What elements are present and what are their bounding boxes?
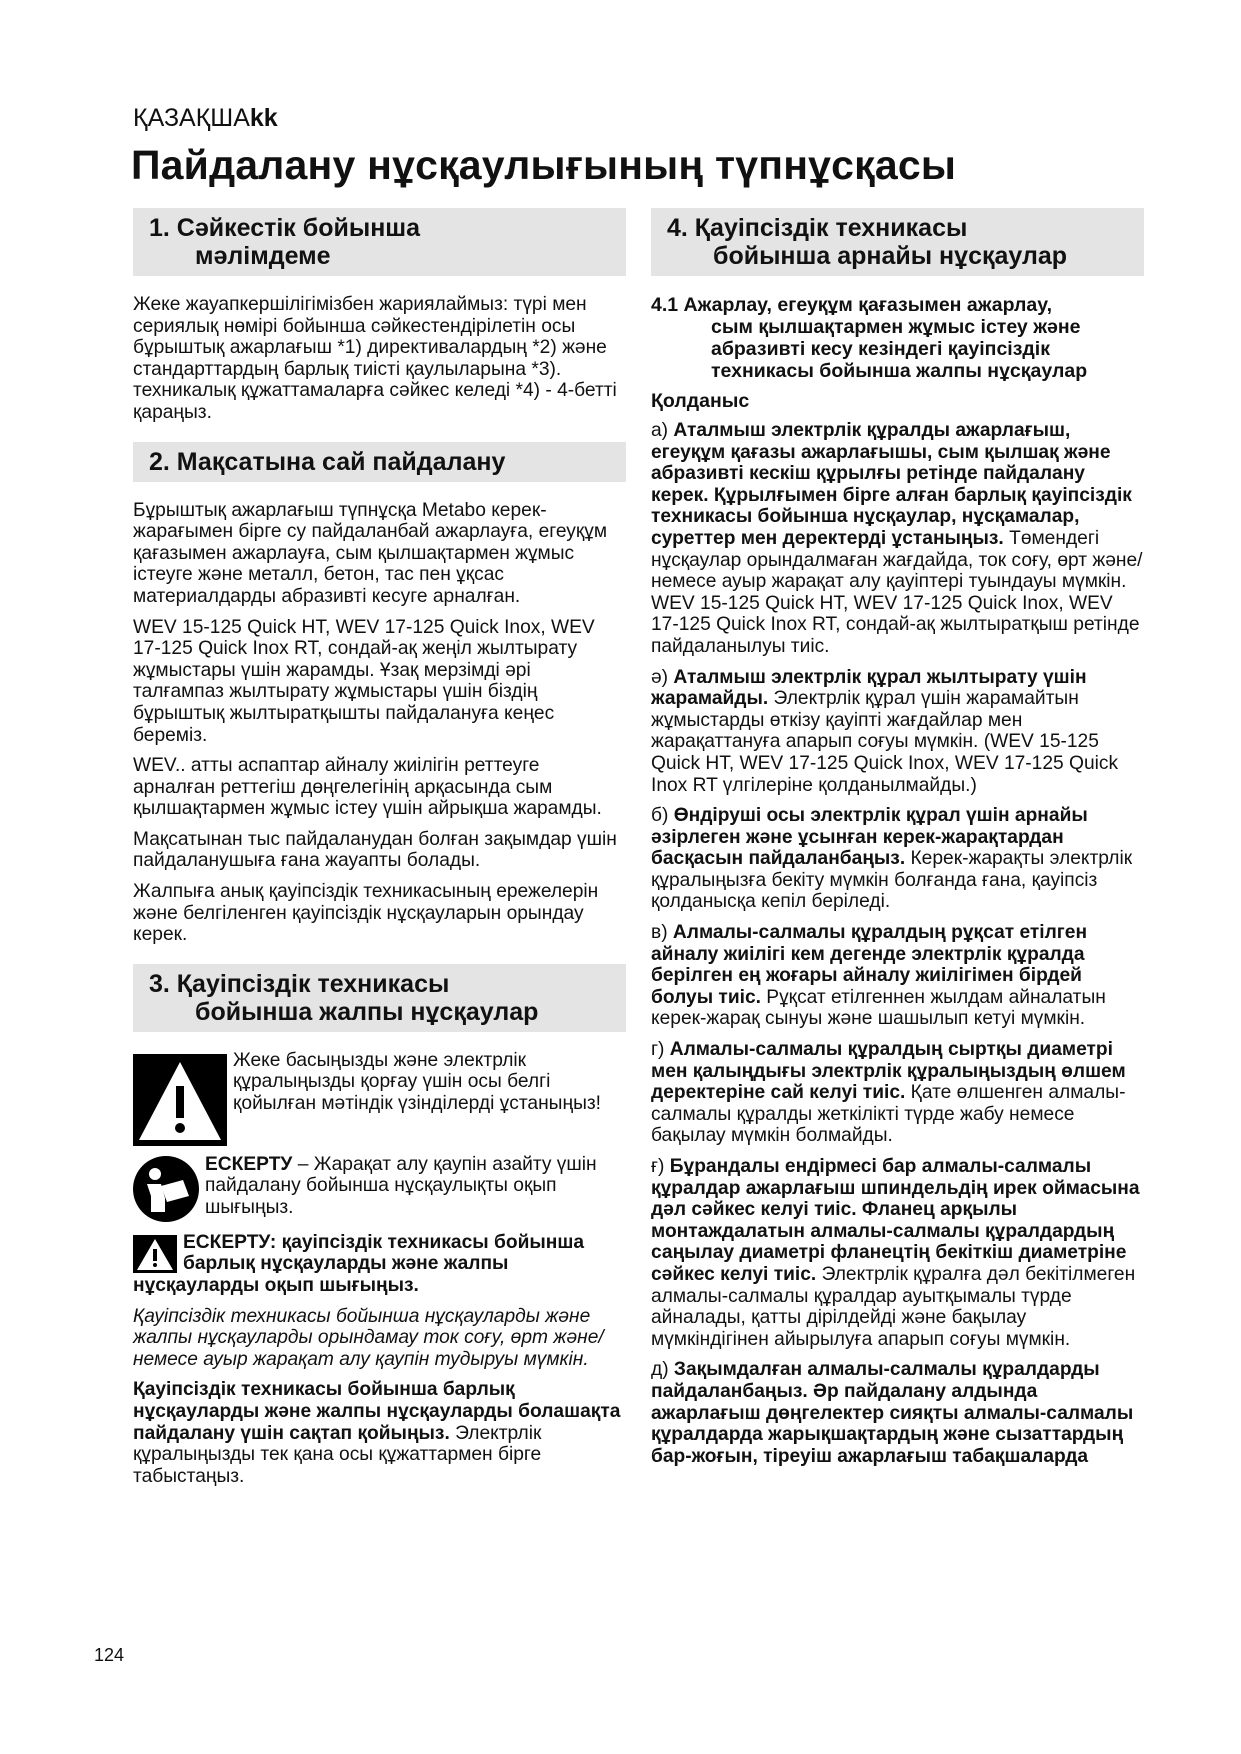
heading-line: 4. Қауіпсіздік техникасы xyxy=(667,214,968,242)
item-letter: в) xyxy=(651,922,673,944)
list-item xyxy=(651,420,1144,658)
item-text: Рұқсат етілгеннен жылдам айналатын керек-жарақ сынуы және шашылып кетуі мүмкін. xyxy=(651,986,1106,1030)
item-text: Керек-жарақты электрлік құралыңызға бекіту мүмкін болғанда ғана, қауіпсіз қолданысқа кепіл беріледі. xyxy=(651,848,1133,913)
heading-line: 3. Қауіпсіздік техникасы xyxy=(149,969,450,998)
item-letter: б) xyxy=(651,805,674,827)
list-item xyxy=(651,1039,1144,1147)
warning-triangle-icon xyxy=(133,1054,227,1146)
paragraph: WEV 15-125 Quick HT, WEV 17-125 Quick Inox, WEV 17-125 Quick Inox RT, сондай-ақ жеңіл жылтырату жұмыстары үшін жарамды. Ұзақ мерзімді әрі талғампаз жылтырату жұмыстары үшін біздің бұрыштық жылтыратқышты пайдалануға кеңес береміз. xyxy=(133,616,595,746)
language-label xyxy=(133,104,278,133)
paragraph: Бұрыштық ажарлағыш түпнұсқа Metabo керек-жарағымен бірге су пайдаланбай ажарлауға, егеуқұм қағазымен ажарлауға, сым қылшақтармен жұмыс істеуге және металл, бетон, тас пен ұқсас материалдарды абразивті кесуге арналған. xyxy=(133,499,608,607)
list-item xyxy=(651,1359,1144,1467)
warning-text: – Жарақат алу қаупін азайту үшін пайдалану бойынша нұсқаулықты оқып шығыңыз. xyxy=(205,1153,597,1219)
keep-bold: Қауіпсіздік техникасы бойынша барлық нұсқауларды және жалпы нұсқауларды болашақта пайдалану үшін сақтап қойыңыз. xyxy=(133,1379,621,1444)
item-bold: Алмалы-салмалы құралдың сыртқы диаметрі мен қалыңдығы электрлік құралыңыздың өлшем деректеріне сай келуі тиіс. xyxy=(651,1039,1126,1104)
section-3-heading xyxy=(133,964,626,1032)
warning-triangle-icon xyxy=(133,1235,177,1273)
item-letter: а) xyxy=(651,420,674,441)
section-4-heading xyxy=(651,208,1144,276)
heading-line: 1. Сәйкестік бойынша xyxy=(149,214,421,242)
subsection-title-rest: сым қылшақтармен жұмыс істеу және абразивті кесу кезіндегі қауіпсіздік техникасы бойынша жалпы нұсқаулар xyxy=(711,316,1088,382)
page-number: 124 xyxy=(94,1645,125,1665)
read-manual-block xyxy=(133,1154,626,1224)
subsection-4-1-heading xyxy=(651,294,1144,382)
warning-italic-text: Қауіпсіздік техникасы бойынша нұсқауларды және жалпы нұсқауларды орындамау ток соғу, өрт және/немесе ауыр жарақат алу қаупін тудыруы мүмкін. xyxy=(133,1305,604,1370)
item-letter: д) xyxy=(651,1359,674,1381)
language-code: kk xyxy=(249,104,278,132)
list-item xyxy=(651,667,1144,797)
warning-block xyxy=(133,1050,626,1146)
item-bold: Аталмыш электрлік құрал жылтырату үшін жарамайды. xyxy=(651,666,1087,710)
item-bold: Бұрандалы ендірмесі бар алмалы-салмалы құралдар ажарлағыш шпиндельдің ирек оймасына дәл сәйкес келуі тиіс. Фланец арқылы монтаждалатын алмалы-салмалы құралдардың саңылау диаметрі фланецтің бекіткіш диаметріне сәйкес келуі тиіс. xyxy=(651,1156,1140,1285)
heading-line: 2. Мақсатына сай пайдалану xyxy=(149,447,506,476)
section-2-heading xyxy=(133,442,626,482)
warning-all-instructions xyxy=(133,1232,626,1297)
item-bold: Алмалы-салмалы құралдың рұқсат етілген айналу жиілігі кем дегенде электрлік құралда берілген ең жоғары айналу жиілігімен бірдей болуы тиіс. xyxy=(651,922,1088,1008)
heading-line: бойынша жалпы нұсқаулар xyxy=(195,997,539,1026)
left-column xyxy=(133,208,626,1496)
paragraph: Жалпыға анық қауіпсіздік техникасының ережелерін және белгіленген қауіпсіздік нұсқауларын орындау керек. xyxy=(133,881,599,946)
warning-bold-text: ЕСКЕРТУ: қауіпсіздік техникасы бойынша барлық нұсқауларды және жалпы нұсқауларды оқып шығыңыз. xyxy=(133,1231,584,1297)
keep-instructions xyxy=(133,1379,626,1487)
item-text: Төмендегі нұсқаулар орындалмаған жағдайда, ток соғу, өрт және/немесе ауыр жарақат алу қауіптері туындауы мүмкін. WEV 15-125 Quick HT, WEV 17-125 Quick Inox, WEV 17-125 Quick Inox RT, сондай-ақ жылтыратқыш ретінде пайдаланылуы тиіс. xyxy=(651,527,1143,657)
item-letter: ғ) xyxy=(651,1156,670,1177)
list-item xyxy=(651,1156,1144,1350)
language-name: ҚАЗАҚША xyxy=(133,104,250,132)
page-title: Пайдалану нұсқаулығының түпнұсқасы xyxy=(131,142,957,188)
list-item xyxy=(651,922,1144,1030)
declaration-paragraph: Жеке жауапкершілігімізбен жариялаймыз: түрі мен сериялық нөмірі бойынша сәйкестендірілетін осы бұрыштық ажарлағыш *1) директивалардың *2) және стандарттардың барлық тиісті қаулыларына *3). техникалық құжаттамаларға сәйкес келеді *4) - 4-бетті қараңыз. xyxy=(133,294,617,423)
item-letter: г) xyxy=(651,1039,670,1061)
item-bold: Өндіруші осы электрлік құрал үшін арнайы әзірлеген және ұсынған керек-жарақтардан басқасын пайдаланбаңыз. xyxy=(651,805,1088,870)
item-text: Электрлік құралға дәл бекітілмеген алмалы-салмалы құралдар ауытқымалы түрде айналады, қатты дірілдейді және бақылау мүмкіндігінен айырылуға апарып соғуы мүмкін. xyxy=(651,1263,1136,1350)
keep-text: Электрлік құралыңызды тек қана осы құжаттармен бірге табыстаңыз. xyxy=(133,1422,542,1487)
right-column xyxy=(651,208,1144,1476)
paragraph: WEV.. атты аспаптар айналу жиілігін реттеуге арналған реттегіш дөңгелегінің арқасында сым қылшақтармен жұмыс істеу үшін айрықша жарамды. xyxy=(133,755,602,820)
item-text: Қате өлшенген алмалы-салмалы құралды жеткілікті түрде жабу немесе бақылау мүмкін болмайды. xyxy=(651,1082,1126,1147)
section-1-heading xyxy=(133,208,626,276)
item-bold: Аталмыш электрлік құралды ажарлағыш, егеуқұм қағазы ажарлағышы, сым қылшақ және абразивті кескіш құрылғы ретінде пайдалану керек. Құрылғымен бірге алған барлық қауіпсіздік техникасы бойынша нұсқаулар, нұсқамалар, суреттер мен деректерді ұстаныңыз. xyxy=(651,420,1132,549)
usage-heading: Қолданыс xyxy=(651,390,750,412)
item-bold: Зақымдалған алмалы-салмалы құралдарды пайдаланбаңыз. Әр пайдалану алдында ажарлағыш дөңгелектер сияқты алмалы-салмалы құралдарда жарықшақтардың және сызаттардың бар-жоғын, тіреуіш ажарлағыш табақшаларда xyxy=(651,1359,1134,1467)
heading-line: бойынша арнайы нұсқаулар xyxy=(713,242,1068,270)
list-item xyxy=(651,805,1144,913)
subsection-number: 4.1 xyxy=(651,294,684,316)
warning-text: Жеке басыңызды және электрлік құралыңызды қорғау үшін осы белгі қойылған мәтіндік үзінділерді ұстаныңыз! xyxy=(233,1049,601,1115)
paragraph: Мақсатынан тыс пайдаланудан болған зақымдар үшін пайдаланушыға ғана жауапты болады. xyxy=(133,828,617,872)
heading-line: мәлімдеме xyxy=(195,242,331,270)
item-letter: ә) xyxy=(651,666,674,688)
subsection-title: Ажарлау, егеуқұм қағазымен ажарлау, xyxy=(683,294,1053,316)
item-text: Электрлік құрал үшін жарамайтын жұмыстарды өткізу қауіпті жағдайлар мен жарақаттануға апарып соғуы мүмкін. (WEV 15-125 Quick HT, WEV 17-125 Quick Inox, WEV 17-125 Quick Inox RT үлгілеріне қолданылмайды.) xyxy=(651,688,1119,796)
read-manual-icon xyxy=(133,1156,199,1222)
warning-label: ЕСКЕРТУ xyxy=(205,1153,293,1175)
